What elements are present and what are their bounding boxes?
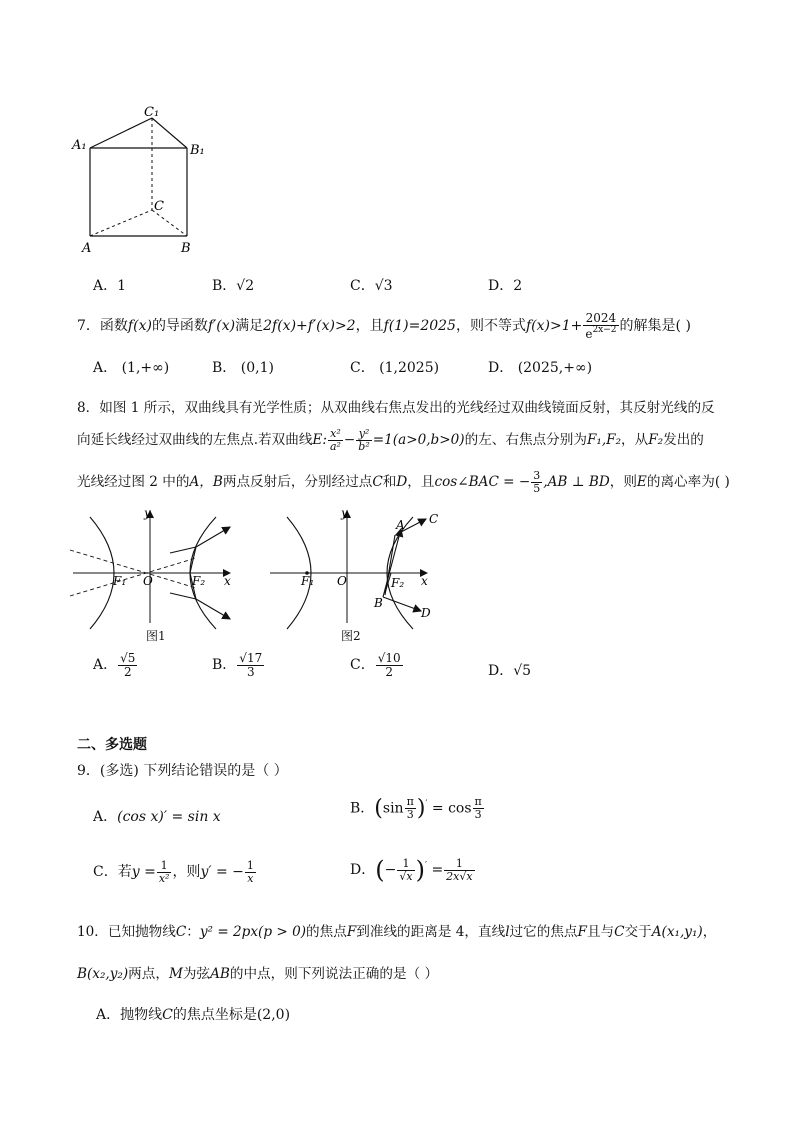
q10-line2: B(x₂,y₂)两点，M为弦AB的中点，则下列说法正确的是（ ） <box>77 966 439 982</box>
svg-text:F₂: F₂ <box>192 574 206 588</box>
label-B1: B₁ <box>190 143 205 158</box>
q10-line1: 10．已知抛物线C：y² = 2px(p > 0)的焦点F到准线的距离是 4，直线l过它的焦点F且与C交于A(x₁,y₁)， <box>77 924 717 940</box>
q9-option-a[interactable]: A．(cos x)′ = sin x <box>93 809 221 825</box>
q8-option-b[interactable]: B． $\frac{√17}{3}$ <box>212 651 263 679</box>
svg-text:O: O <box>337 574 347 588</box>
q8-line1: 8．如图 1 所示，双曲线具有光学性质；从双曲线右焦点发出的光线经过双曲线镜面反射，其反射光线的反 <box>77 400 715 416</box>
hyperbola-figure-1 <box>68 505 248 645</box>
q6-option-b[interactable]: B．√2 <box>212 278 255 294</box>
svg-text:O: O <box>143 574 153 588</box>
hyperbola-figure-2 <box>265 505 445 645</box>
q7-stem: 7．函数f(x)的导函数f′(x)满足2f(x)+f′(x)>2，且f(1)=2025，则不等式f(x)>1+ $\frac{2024}{e^{2x-2}}$ 的解集是( ) <box>77 311 691 341</box>
q6-option-a[interactable]: A．1 <box>93 278 127 294</box>
label-A: A <box>82 241 92 256</box>
q9-stem: 9．(多选) 下列结论错误的是（ ） <box>77 763 288 779</box>
q7-option-a[interactable]: A． (1,+∞) <box>93 360 170 376</box>
q8-option-d[interactable]: D．√5 <box>488 663 532 679</box>
svg-text:F₁: F₁ <box>301 574 315 588</box>
q10-option-a[interactable]: A．抛物线C的焦点坐标是(2,0) <box>96 1007 291 1023</box>
q7-option-c[interactable]: C． (1,2025) <box>350 360 440 376</box>
svg-text:y: y <box>341 506 348 520</box>
label-C: C <box>154 199 164 214</box>
svg-text:A: A <box>396 518 405 532</box>
q6-option-d[interactable]: D．2 <box>488 278 523 294</box>
q8-option-c[interactable]: C． $\frac{√10}{2}$ <box>350 651 401 679</box>
svg-text:x: x <box>224 574 231 588</box>
fig2-caption: 图2 <box>341 629 361 643</box>
label-C1: C₁ <box>144 105 160 120</box>
q7-option-d[interactable]: D． (2025,+∞) <box>488 360 593 376</box>
q9-option-c[interactable]: C．若y = $\frac{1}{\text{x²}}$ ，则y′ = − $\frac{1}{x}$ <box>93 859 254 885</box>
svg-text:C: C <box>429 512 439 526</box>
svg-text:y: y <box>144 506 151 520</box>
q7-option-b[interactable]: B． (0,1) <box>212 360 274 376</box>
svg-text:F₁: F₁ <box>113 574 127 588</box>
label-A1: A₁ <box>72 138 87 153</box>
svg-text:F₂: F₂ <box>391 576 405 590</box>
section-heading: 二、多选题 <box>77 737 147 753</box>
q9-option-d[interactable]: D．(− $\frac{1}{√x}$ )′ = $\frac{1}{2x√x}$ <box>350 856 473 884</box>
q8-line3: 光线经过图 2 中的A，B两点反射后，分别经过点C和D，且cos∠BAC = − $\frac{3}{5}$ ,AB ⊥ BD，则E的离心率为( ) <box>77 469 730 495</box>
fig1-caption: 图1 <box>146 629 166 643</box>
svg-text:B: B <box>374 596 383 610</box>
label-B: B <box>181 241 191 256</box>
q8-option-a[interactable]: A． $\frac{√5}{2}$ <box>93 651 136 679</box>
svg-text:D: D <box>421 606 431 620</box>
svg-text:x: x <box>421 574 428 588</box>
q6-option-c[interactable]: C．√3 <box>350 278 393 294</box>
q8-line2: 向延长线经过双曲线的左焦点.若双曲线E: $\frac{\text{x²}}{\text{a²}}$ − $\frac{\text{y²}}{\text{b²}}$ =1(a>0,b>0)的左、右焦点分别为F₁,F₂，从F₂发出的 <box>77 427 704 453</box>
q9-option-b[interactable]: B．(sin $\frac{\pi}{3}$ )′ = cos $\frac{\pi}{3}$ <box>350 795 482 821</box>
prism-figure <box>62 100 222 260</box>
